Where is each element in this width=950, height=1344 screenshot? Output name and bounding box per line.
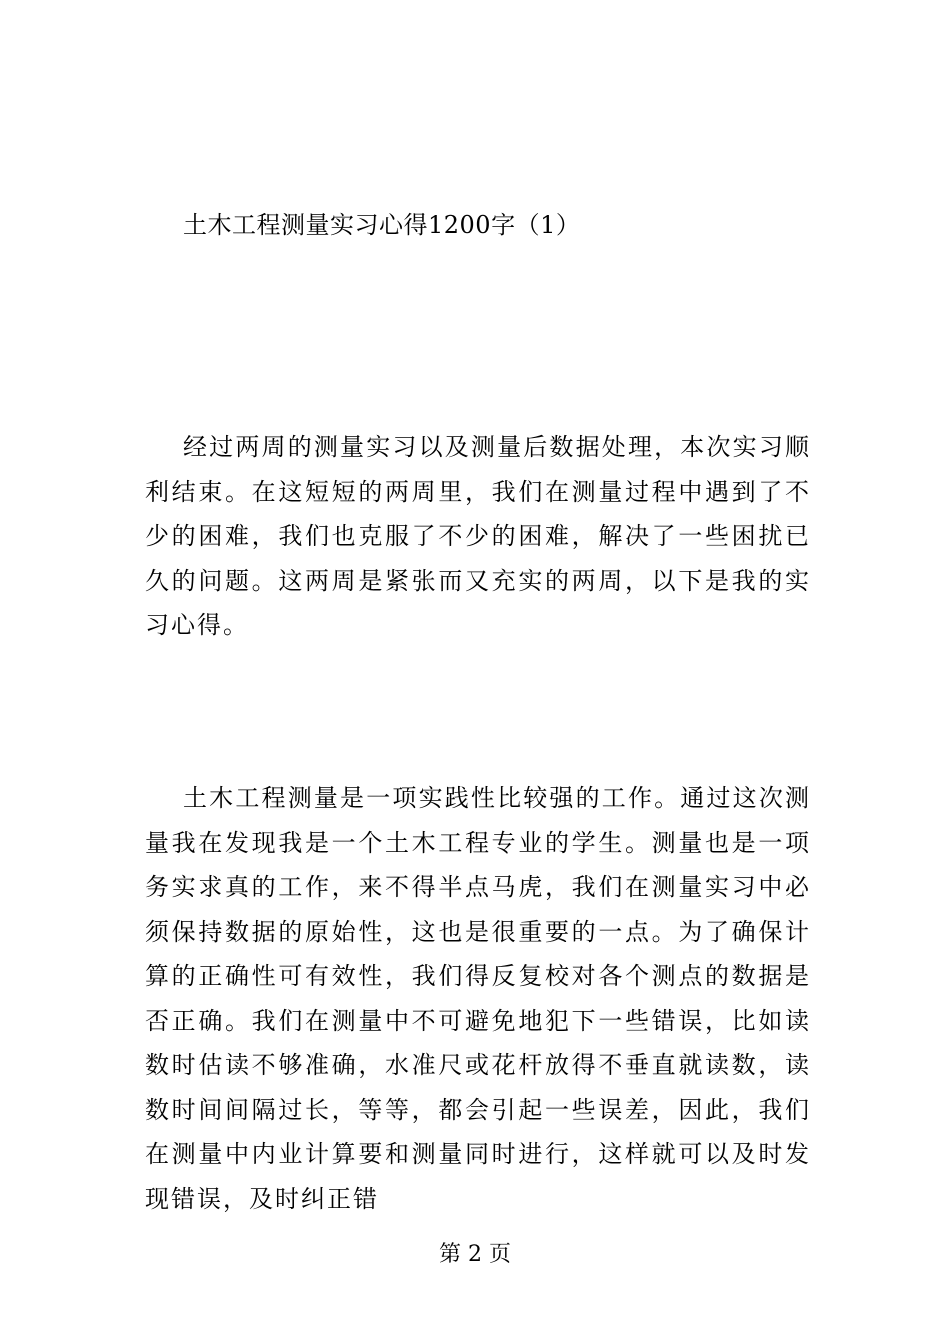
document-title: 土木工程测量实习心得1200字（1） [183,211,581,239]
page-number: 第 2 页 [439,1242,511,1267]
paragraph-1: 经过两周的测量实习以及测量后数据处理，本次实习顺利结束。在这短短的两周里，我们在测量过程中遇到了不少的困难，我们也克服了不少的困难，解决了一些困扰已久的问题。这两周是紧张而又充实的两周，以下是我的实习心得。 [145,433,811,639]
paragraph-2: 土木工程测量是一项实践性比较强的工作。通过这次测量我在发现我是一个土木工程专业的学生。测量也是一项务实求真的工作，来不得半点马虎，我们在测量实习中必须保持数据的原始性，这也是很重要的一点。为了确保计算的正确性可有效性，我们得反复校对各个测点的数据是否正确。我们在测量中不可避免地犯下一些错误，比如读数时估读不够准确，水准尺或花杆放得不垂直就读数，读数时间间隔过长，等等，都会引起一些误差，因此，我们在测量中内业计算要和测量同时进行，这样就可以及时发现错误，及时纠正错 [145,784,811,1213]
